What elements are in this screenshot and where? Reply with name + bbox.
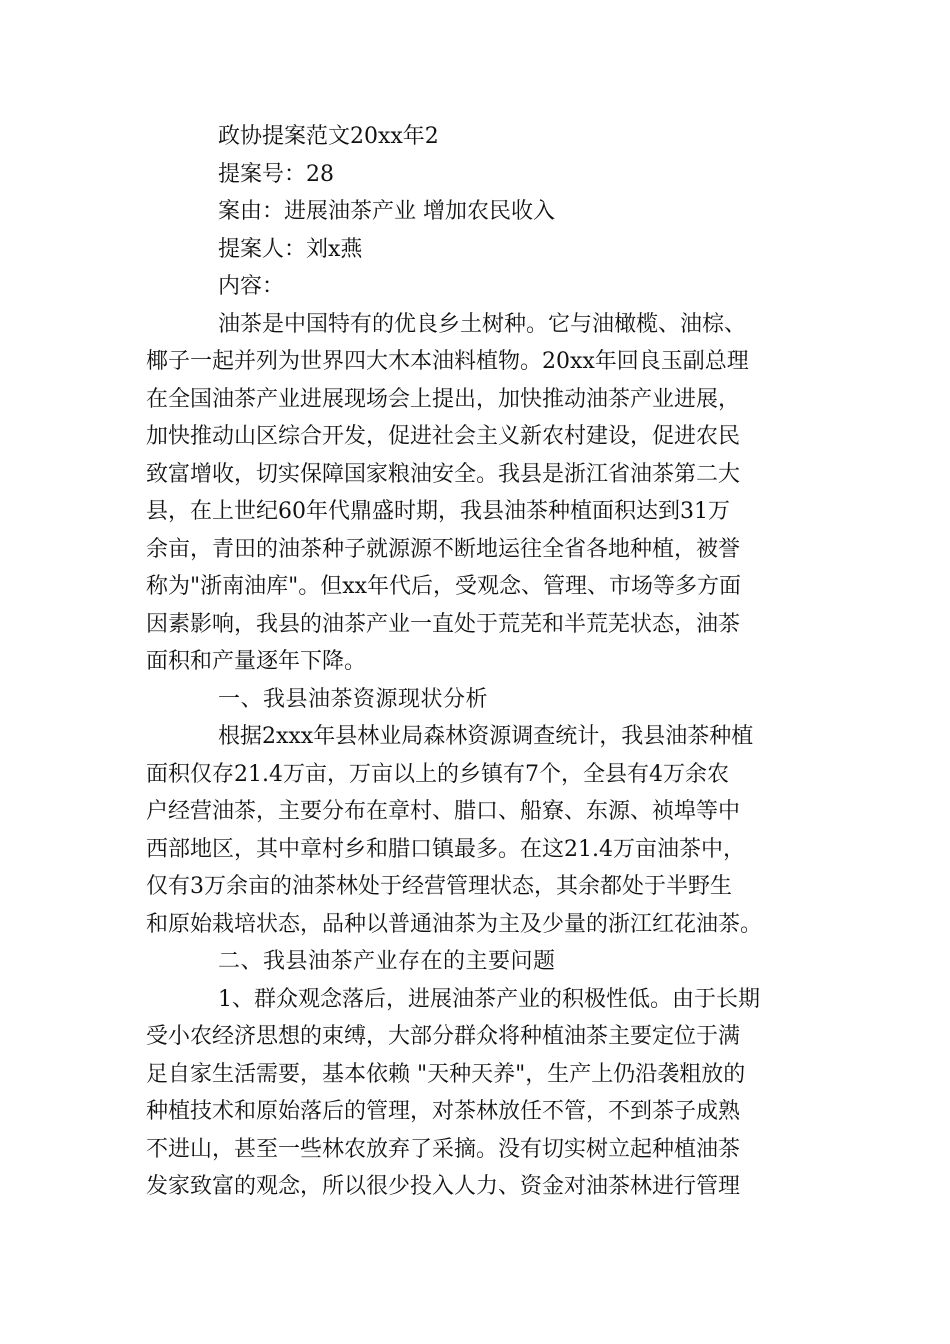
content-label: 内容： xyxy=(218,274,285,299)
body-line: 余亩，青田的油茶种子就源源不断地运往全省各地种植，被誉 xyxy=(146,536,741,562)
proposer: 提案人：刘x燕 xyxy=(218,236,363,262)
body-line: 根据2xxx年县林业局森林资源调查统计，我县油茶种植 xyxy=(218,724,754,749)
body-line: 县，在上世纪60年代鼎盛时期，我县油茶种植面积达到31万 xyxy=(146,499,730,524)
body-line: 油茶是中国特有的优良乡土树种。它与油橄榄、油棕、 xyxy=(218,311,747,337)
body-line: 发家致富的观念，所以很少投入人力、资金对油茶林进行管理 xyxy=(146,1174,741,1199)
proposal-number: 提案号：28 xyxy=(218,161,334,187)
body-line: 加快推动山区综合开发，促进社会主义新农村建设，促进农民 xyxy=(146,424,741,449)
body-line: 称为"浙南油库"。但xx年代后，受观念、管理、市场等多方面 xyxy=(146,574,742,599)
body-line: 受小农经济思想的束缚，大部分群众将种植油茶主要定位于满 xyxy=(146,1024,741,1049)
body-line: 不进山，甚至一些林农放弃了采摘。没有切实树立起种植油茶 xyxy=(146,1136,741,1162)
section-heading: 一、我县油茶资源现状分析 xyxy=(218,686,489,712)
body-line: 种植技术和原始落后的管理，对茶林放任不管，不到茶子成熟 xyxy=(146,1099,741,1124)
body-line: 和原始栽培状态，品种以普通油茶为主及少量的浙江红花油茶。 xyxy=(146,911,763,937)
body-line: 致富增收，切实保障国家粮油安全。我县是浙江省油茶第二大 xyxy=(146,461,741,487)
proposal-subject: 案由：进展油茶产业 增加农民收入 xyxy=(218,199,555,224)
body-line: 仅有3万余亩的油茶林处于经营管理状态，其余都处于半野生 xyxy=(146,874,732,899)
body-line: 户经营油茶，主要分布在章村、腊口、船寮、东源、祯埠等中 xyxy=(146,799,741,824)
body-line: 面积和产量逐年下降。 xyxy=(146,649,367,674)
body-line: 在全国油茶产业进展现场会上提出，加快推动油茶产业进展， xyxy=(146,386,741,412)
document-title: 政协提案范文20xx年2 xyxy=(218,124,439,149)
body-line: 面积仅存21.4万亩，万亩以上的乡镇有7个，全县有4万余农 xyxy=(146,761,729,787)
body-line: 因素影响，我县的油茶产业一直处于荒芜和半荒芜状态，油茶 xyxy=(146,611,741,637)
body-line: 足自家生活需要，基本依赖 "天种天养"，生产上仍沿袭粗放的 xyxy=(146,1061,746,1087)
body-line: 西部地区，其中章村乡和腊口镇最多。在这21.4万亩油茶中， xyxy=(146,836,745,862)
section-heading: 二、我县油茶产业存在的主要问题 xyxy=(218,949,556,974)
document-body xyxy=(146,118,806,1206)
body-line: 1、群众观念落后，进展油茶产业的积极性低。由于长期 xyxy=(218,986,760,1012)
body-line: 椰子一起并列为世界四大木本油料植物。20xx年回良玉副总理 xyxy=(146,349,749,374)
